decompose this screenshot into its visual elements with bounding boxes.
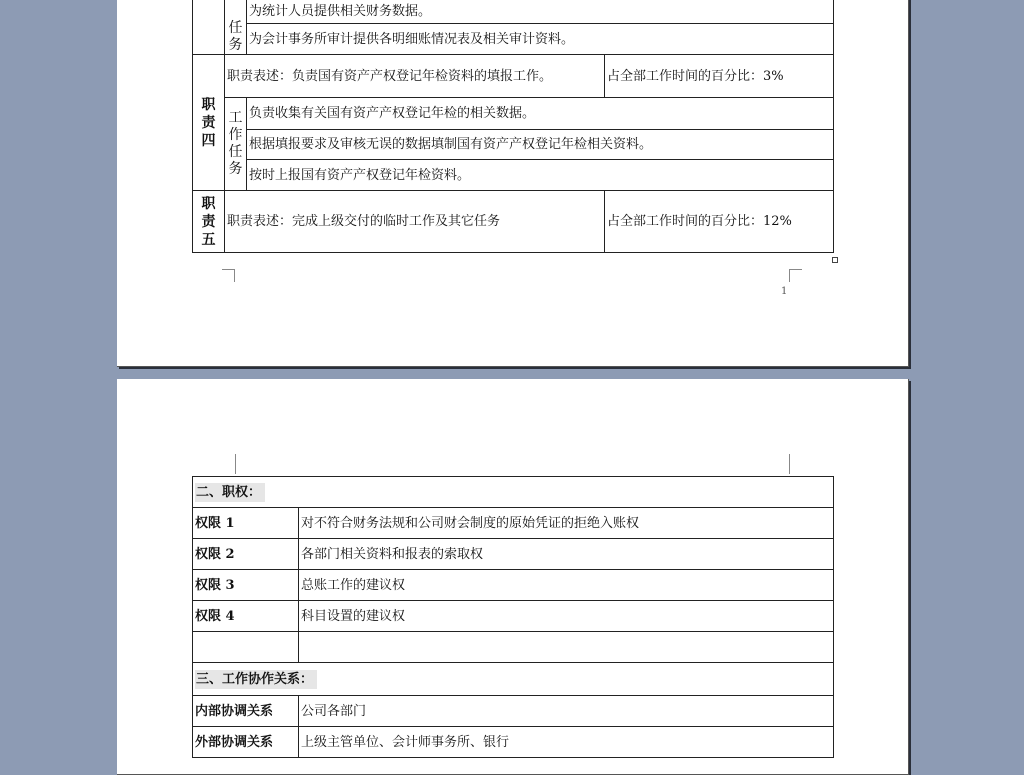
margin-corner-mark	[222, 269, 235, 282]
cooperation-value-2: 上级主管单位、会计师事务所、银行	[299, 727, 834, 758]
authority-value-4: 科目设置的建议权	[299, 601, 834, 632]
duty4-task-label-text: 工作任务	[228, 110, 243, 177]
authority-label-1: 权限 1	[193, 508, 299, 539]
authority-title	[193, 477, 834, 508]
empty-cell	[299, 632, 834, 663]
authority-value-3: 总账工作的建议权	[299, 570, 834, 601]
duty5-label-text: 职责五	[201, 195, 216, 248]
document-page-2	[117, 379, 909, 775]
duties-table	[192, 0, 834, 253]
duty4-label-text: 职责四	[201, 96, 216, 149]
authority-title-text: 二、职权：	[195, 483, 265, 502]
authority-value-1: 对不符合财务法规和公司财会制度的原始凭证的拒绝入账权	[299, 508, 834, 539]
duty4-label	[193, 55, 225, 191]
duty5-label	[193, 191, 225, 253]
duty4-description: 职责表述：负责国有资产产权登记年检资料的填报工作。	[225, 55, 605, 98]
cooperation-title-text: 三、工作协作关系：	[195, 670, 317, 689]
duty3-task-1: 为统计人员提供相关财务数据。	[247, 0, 834, 24]
authority-value-2: 各部门相关资料和报表的索取权	[299, 539, 834, 570]
authority-label-3: 权限 3	[193, 570, 299, 601]
duty5-description: 职责表述：完成上级交付的临时工作及其它任务	[225, 191, 605, 253]
document-page-1	[117, 0, 909, 367]
authority-label-4: 权限 4	[193, 601, 299, 632]
duty4-task-3: 按时上报国有资产产权登记年检资料。	[247, 160, 834, 191]
duty4-task-1: 负责收集有关国有资产产权登记年检的相关数据。	[247, 98, 834, 130]
cooperation-value-1: 公司各部门	[299, 696, 834, 727]
duty3-cell	[193, 0, 225, 55]
duty4-percent: 占全部工作时间的百分比：3%	[605, 55, 834, 98]
duty4-task-label	[225, 98, 247, 191]
cooperation-label-1: 内部协调关系	[193, 696, 299, 727]
margin-corner-mark	[789, 454, 802, 474]
margin-corner-mark	[789, 269, 802, 282]
duty5-percent: 占全部工作时间的百分比：12%	[605, 191, 834, 253]
duty3-task-label: 任务	[225, 0, 247, 55]
duty3-task-2: 为会计事务所审计提供各明细账情况表及相关审计资料。	[247, 24, 834, 55]
table-resize-handle[interactable]	[832, 257, 838, 263]
margin-corner-mark	[223, 454, 236, 474]
empty-cell	[193, 632, 299, 663]
page-number: 1	[781, 286, 788, 297]
authority-label-2: 权限 2	[193, 539, 299, 570]
cooperation-label-2: 外部协调关系	[193, 727, 299, 758]
duty4-task-2: 根据填报要求及审核无误的数据填制国有资产产权登记年检相关资料。	[247, 130, 834, 160]
cooperation-title	[193, 663, 834, 696]
authority-table	[192, 476, 834, 758]
